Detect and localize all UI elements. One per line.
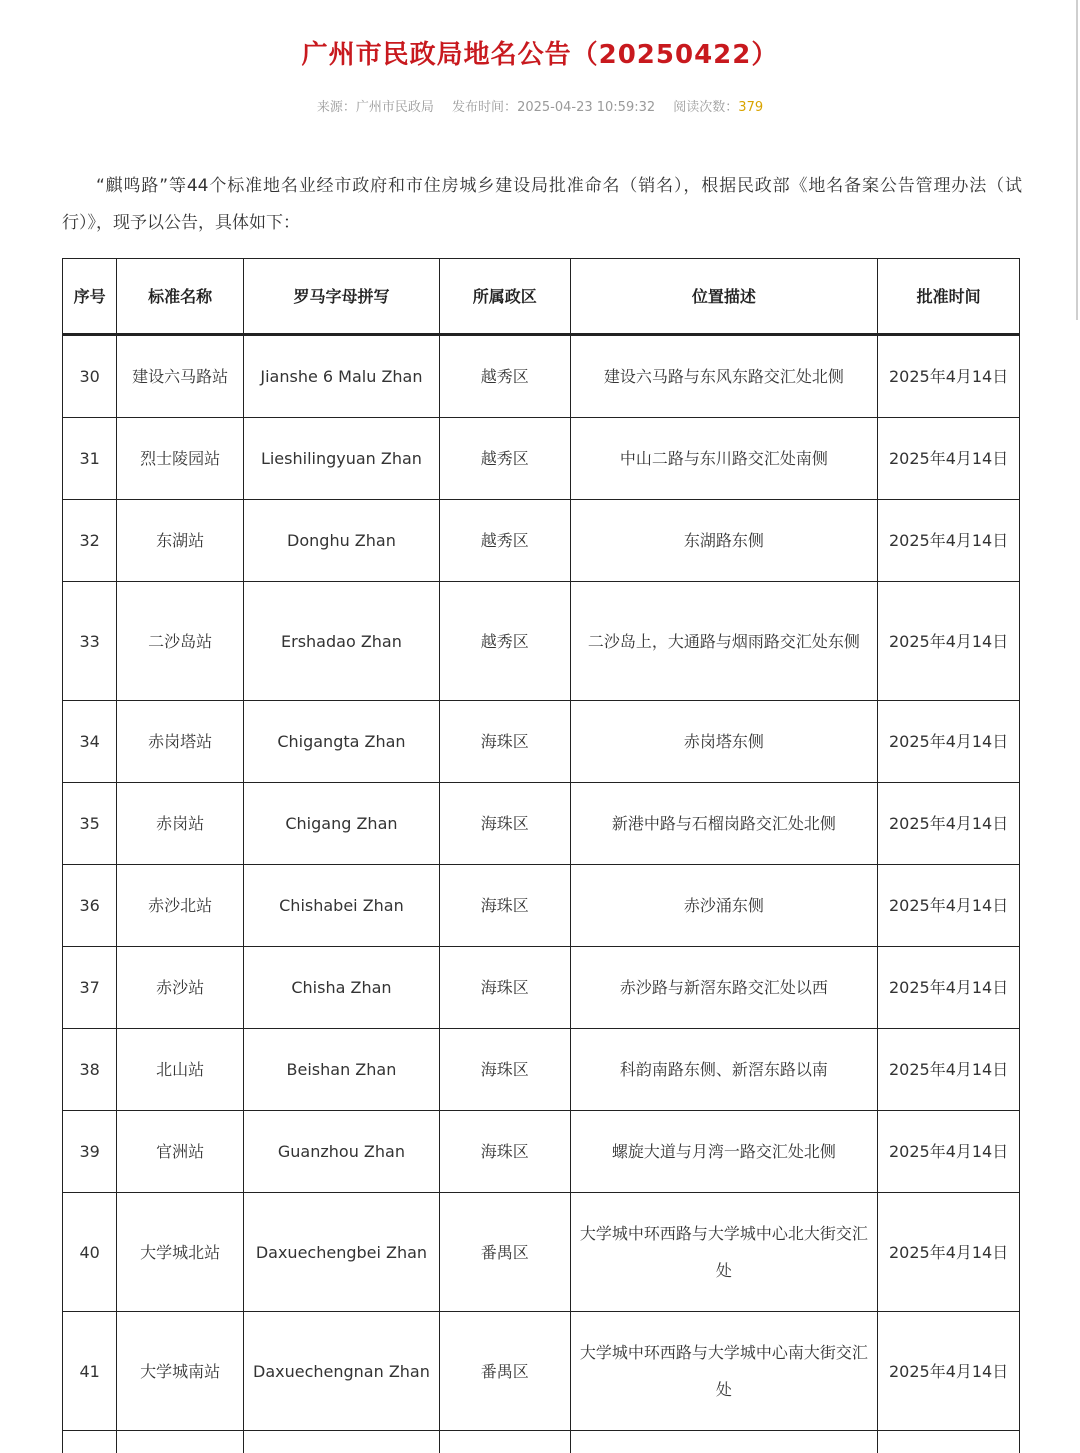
- cell-name: 官洲站: [117, 1111, 244, 1193]
- page-title: 广州市民政局地名公告（20250422）: [0, 36, 1080, 74]
- cell-location: 新港中路与石榴岗路交汇处北侧: [570, 783, 878, 865]
- cell-district: 海珠区: [439, 1029, 570, 1111]
- table-row: [63, 500, 1020, 582]
- source-label: 来源：: [317, 100, 356, 115]
- cell-district: 越秀区: [439, 418, 570, 500]
- reads-label: 阅读次数：: [673, 100, 738, 115]
- cell-location: 螺旋大道与月湾一路交汇处北侧: [570, 1111, 878, 1193]
- table-header-row: [63, 259, 1020, 335]
- cell-no: 39: [63, 1111, 117, 1193]
- cell-location: 赤沙路与新滘东路交汇处以西: [570, 947, 878, 1029]
- cell-district: 番禺区: [439, 1312, 570, 1431]
- table-row: [63, 865, 1020, 947]
- header-no: 序号: [63, 259, 117, 335]
- cell-roman: Chisha Zhan: [243, 947, 439, 1029]
- cell-roman: Daxuechengbei Zhan: [243, 1193, 439, 1312]
- cell-district: 越秀区: [439, 582, 570, 701]
- cell-date: 2025年4月14日: [878, 335, 1020, 418]
- cell-no: 36: [63, 865, 117, 947]
- cell-district: 越秀区: [439, 335, 570, 418]
- reads-count: 379: [738, 100, 763, 115]
- published-value: 2025-04-23 10:59:32: [517, 100, 655, 115]
- cell-district: 海珠区: [439, 701, 570, 783]
- table-row: [63, 335, 1020, 418]
- cell-roman: Beishan Zhan: [243, 1029, 439, 1111]
- article-meta: [0, 98, 1080, 118]
- cell-district: 越秀区: [439, 500, 570, 582]
- cell-roman: Ershadao Zhan: [243, 582, 439, 701]
- cell-name: 大学城南站: [117, 1312, 244, 1431]
- cell-location: 建设六马路与东风东路交汇处北侧: [570, 335, 878, 418]
- cell-name: 东湖站: [117, 500, 244, 582]
- table-row: [63, 1029, 1020, 1111]
- cell-roman: Chigang Zhan: [243, 783, 439, 865]
- cell-name: 赤沙北站: [117, 865, 244, 947]
- cell-roman: Chishabei Zhan: [243, 865, 439, 947]
- header-roman: 罗马字母拼写: [243, 259, 439, 335]
- cell-location: 中山二路与东川路交汇处南侧: [570, 418, 878, 500]
- place-names-table: [62, 258, 1020, 1453]
- published-label: 发布时间：: [452, 100, 517, 115]
- cell-district: 番禺区: [439, 1193, 570, 1312]
- cell-name: 二沙岛站: [117, 582, 244, 701]
- cell-no: 33: [63, 582, 117, 701]
- reads-info: [673, 100, 763, 115]
- table-row: [63, 1111, 1020, 1193]
- table-row: [63, 582, 1020, 701]
- cell-date: 2025年4月14日: [878, 1193, 1020, 1312]
- table-row: [63, 701, 1020, 783]
- cell-district: 海珠区: [439, 947, 570, 1029]
- table-row: [63, 1312, 1020, 1431]
- cell-no: 35: [63, 783, 117, 865]
- table-row: [63, 1193, 1020, 1312]
- cell-no: 41: [63, 1312, 117, 1431]
- cell-name: 北山站: [117, 1029, 244, 1111]
- intro-paragraph: “麒鸣路”等44个标准地名业经市政府和市住房城乡建设局批准命名（销名），根据民政部《地名备案公告管理办法（试行）》，现予以公告，具体如下：: [62, 168, 1022, 242]
- table-row: [63, 783, 1020, 865]
- cell-name: 烈士陵园站: [117, 418, 244, 500]
- cell-roman: Guanzhou Zhan: [243, 1111, 439, 1193]
- cell-no: 30: [63, 335, 117, 418]
- cell-location: 二沙岛上，大通路与烟雨路交汇处东侧: [570, 582, 878, 701]
- cell-name: 建设六马路站: [117, 335, 244, 418]
- header-date: 批准时间: [878, 259, 1020, 335]
- cell-no: 37: [63, 947, 117, 1029]
- header-location: 位置描述: [570, 259, 878, 335]
- cell-date: 2025年4月14日: [878, 1029, 1020, 1111]
- source-value: 广州市民政局: [356, 100, 434, 115]
- cell-location: 赤沙涌东侧: [570, 865, 878, 947]
- cell-location: 赤岗塔东侧: [570, 701, 878, 783]
- header-name: 标准名称: [117, 259, 244, 335]
- cell-roman: Daxuechengnan Zhan: [243, 1312, 439, 1431]
- cell-roman: Donghu Zhan: [243, 500, 439, 582]
- cell-location: 大学城中环西路与大学城中心北大街交汇处: [570, 1193, 878, 1312]
- cell-location: 东湖路东侧: [570, 500, 878, 582]
- cell-no: 32: [63, 500, 117, 582]
- cell-date: 2025年4月14日: [878, 582, 1020, 701]
- cell-no: 38: [63, 1029, 117, 1111]
- cell-roman: Chigangta Zhan: [243, 701, 439, 783]
- cell-date: 2025年4月14日: [878, 783, 1020, 865]
- cell-name: 大学城北站: [117, 1193, 244, 1312]
- cell-no: 40: [63, 1193, 117, 1312]
- cell-district: 海珠区: [439, 865, 570, 947]
- cell-no: 34: [63, 701, 117, 783]
- cell-date: 2025年4月14日: [878, 865, 1020, 947]
- cell-date: 2025年4月14日: [878, 1312, 1020, 1431]
- cell-name: 赤沙站: [117, 947, 244, 1029]
- cell-roman: Jianshe 6 Malu Zhan: [243, 335, 439, 418]
- published-info: [452, 100, 655, 115]
- cell-name: 赤岗塔站: [117, 701, 244, 783]
- cell-date: 2025年4月14日: [878, 500, 1020, 582]
- table-row: [63, 947, 1020, 1029]
- source-info: [317, 100, 434, 115]
- cell-date: 2025年4月14日: [878, 701, 1020, 783]
- cell-district: 海珠区: [439, 783, 570, 865]
- cell-name: 赤岗站: [117, 783, 244, 865]
- cell-date: 2025年4月14日: [878, 418, 1020, 500]
- table-row: [63, 418, 1020, 500]
- header-district: 所属政区: [439, 259, 570, 335]
- cell-district: 海珠区: [439, 1111, 570, 1193]
- cell-date: 2025年4月14日: [878, 1111, 1020, 1193]
- cell-location: 大学城中环西路与大学城中心南大街交汇处: [570, 1312, 878, 1431]
- cell-no: 31: [63, 418, 117, 500]
- cell-roman: Lieshilingyuan Zhan: [243, 418, 439, 500]
- cell-location: 科韵南路东侧、新滘东路以南: [570, 1029, 878, 1111]
- cell-date: 2025年4月14日: [878, 947, 1020, 1029]
